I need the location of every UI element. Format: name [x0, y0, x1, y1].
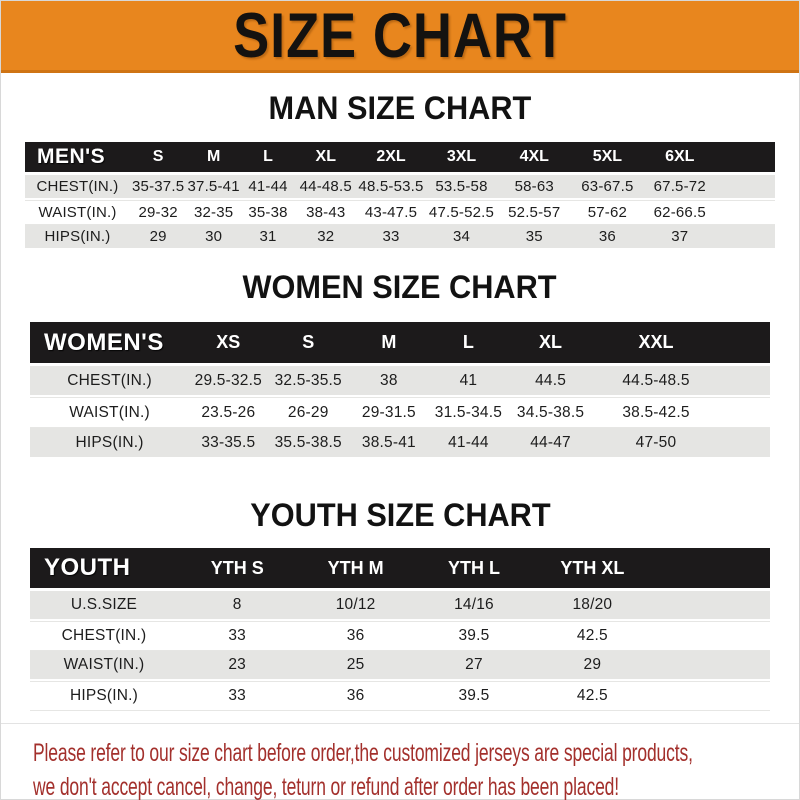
- size-column-header: S: [130, 142, 186, 175]
- spacer-cell: [652, 681, 770, 711]
- value-cell: 41: [429, 366, 508, 397]
- value-cell: 43-47.5: [357, 200, 426, 225]
- men-size-chart-section: [1, 90, 799, 250]
- value-cell: 44-48.5: [295, 175, 357, 200]
- spacer-cell: [716, 175, 775, 200]
- group-label-cell: YOUTH: [30, 548, 178, 591]
- spacer-cell: [652, 621, 770, 651]
- row-label-cell: WAIST(IN.): [30, 651, 178, 681]
- value-cell: 44-47: [508, 428, 593, 459]
- value-cell: 41-44: [429, 428, 508, 459]
- size-column-header: YTH XL: [533, 548, 651, 591]
- footer-note: [1, 723, 799, 800]
- men-size-table: [25, 142, 775, 250]
- value-cell: 29-32: [130, 200, 186, 225]
- size-chart-banner: [1, 1, 799, 73]
- value-cell: 52.5-57: [498, 200, 572, 225]
- banner-title: SIZE CHART: [233, 0, 567, 71]
- value-cell: 57-62: [571, 200, 644, 225]
- value-cell: 31.5-34.5: [429, 397, 508, 428]
- value-cell: 8: [178, 591, 296, 621]
- size-column-header: S: [268, 322, 349, 366]
- value-cell: 35-37.5: [130, 175, 186, 200]
- women-section-title: WOMEN SIZE CHART: [242, 269, 558, 305]
- value-cell: 37.5-41: [186, 175, 241, 200]
- value-cell: 30: [186, 225, 241, 250]
- row-label-cell: CHEST(IN.): [30, 366, 189, 397]
- footer-line-2: we don't accept cancel, change, teturn or refund after order has been placed!: [33, 773, 619, 800]
- group-label-cell: WOMEN'S: [30, 322, 189, 366]
- value-cell: 39.5: [415, 621, 533, 651]
- size-column-header: M: [349, 322, 429, 366]
- value-cell: 47.5-52.5: [426, 200, 498, 225]
- measurement-row: [30, 591, 770, 621]
- size-column-header: L: [429, 322, 508, 366]
- value-cell: 32.5-35.5: [268, 366, 349, 397]
- value-cell: 62-66.5: [644, 200, 716, 225]
- value-cell: 36: [296, 621, 414, 651]
- spacer-cell: [652, 651, 770, 681]
- size-column-header: XXL: [593, 322, 719, 366]
- value-cell: 34.5-38.5: [508, 397, 593, 428]
- row-label-cell: CHEST(IN.): [30, 621, 178, 651]
- spacer-cell: [652, 548, 770, 591]
- value-cell: 39.5: [415, 681, 533, 711]
- value-cell: 48.5-53.5: [357, 175, 426, 200]
- value-cell: 25: [296, 651, 414, 681]
- size-column-header: 6XL: [644, 142, 716, 175]
- size-column-header: XL: [508, 322, 593, 366]
- value-cell: 63-67.5: [571, 175, 644, 200]
- size-column-header: YTH L: [415, 548, 533, 591]
- measurement-row: [30, 681, 770, 711]
- measurement-row: [30, 397, 770, 428]
- value-cell: 35-38: [241, 200, 295, 225]
- row-label-cell: HIPS(IN.): [30, 681, 178, 711]
- table-header-row: [30, 548, 770, 591]
- spacer-cell: [716, 142, 775, 175]
- value-cell: 33: [178, 681, 296, 711]
- row-label-cell: HIPS(IN.): [25, 225, 130, 250]
- row-label-cell: HIPS(IN.): [30, 428, 189, 459]
- spacer-cell: [652, 591, 770, 621]
- table-header-row: [25, 142, 775, 175]
- value-cell: 23.5-26: [189, 397, 267, 428]
- group-label-cell: MEN'S: [25, 142, 130, 175]
- spacer-cell: [716, 200, 775, 225]
- size-column-header: 5XL: [571, 142, 644, 175]
- row-label-cell: CHEST(IN.): [25, 175, 130, 200]
- value-cell: 36: [571, 225, 644, 250]
- value-cell: 36: [296, 681, 414, 711]
- value-cell: 33-35.5: [189, 428, 267, 459]
- row-label-cell: U.S.SIZE: [30, 591, 178, 621]
- value-cell: 35: [498, 225, 572, 250]
- spacer-cell: [719, 322, 770, 366]
- value-cell: 29.5-32.5: [189, 366, 267, 397]
- measurement-row: [25, 225, 775, 250]
- value-cell: 29-31.5: [349, 397, 429, 428]
- row-label-cell: WAIST(IN.): [25, 200, 130, 225]
- value-cell: 34: [426, 225, 498, 250]
- value-cell: 23: [178, 651, 296, 681]
- measurement-row: [30, 366, 770, 397]
- youth-section-title: YOUTH SIZE CHART: [249, 497, 551, 533]
- value-cell: 31: [241, 225, 295, 250]
- value-cell: 42.5: [533, 681, 651, 711]
- size-column-header: L: [241, 142, 295, 175]
- size-column-header: XS: [189, 322, 267, 366]
- value-cell: 38.5-42.5: [593, 397, 719, 428]
- size-column-header: XL: [295, 142, 357, 175]
- value-cell: 67.5-72: [644, 175, 716, 200]
- youth-size-table: [30, 548, 770, 711]
- value-cell: 44.5: [508, 366, 593, 397]
- value-cell: 32: [295, 225, 357, 250]
- value-cell: 32-35: [186, 200, 241, 225]
- men-section-title: MAN SIZE CHART: [268, 90, 532, 126]
- spacer-cell: [719, 397, 770, 428]
- value-cell: 26-29: [268, 397, 349, 428]
- value-cell: 38: [349, 366, 429, 397]
- value-cell: 37: [644, 225, 716, 250]
- size-column-header: 3XL: [426, 142, 498, 175]
- value-cell: 29: [533, 651, 651, 681]
- measurement-row: [25, 175, 775, 200]
- value-cell: 33: [357, 225, 426, 250]
- size-column-header: YTH M: [296, 548, 414, 591]
- measurement-row: [30, 621, 770, 651]
- value-cell: 38.5-41: [349, 428, 429, 459]
- value-cell: 27: [415, 651, 533, 681]
- value-cell: 41-44: [241, 175, 295, 200]
- value-cell: 18/20: [533, 591, 651, 621]
- value-cell: 14/16: [415, 591, 533, 621]
- value-cell: 29: [130, 225, 186, 250]
- youth-size-chart-section: [1, 497, 799, 711]
- value-cell: 58-63: [498, 175, 572, 200]
- women-size-table: [30, 322, 770, 459]
- spacer-cell: [716, 225, 775, 250]
- measurement-row: [30, 651, 770, 681]
- value-cell: 10/12: [296, 591, 414, 621]
- value-cell: 42.5: [533, 621, 651, 651]
- spacer-cell: [719, 366, 770, 397]
- size-column-header: 2XL: [357, 142, 426, 175]
- value-cell: 38-43: [295, 200, 357, 225]
- value-cell: 33: [178, 621, 296, 651]
- spacer-cell: [719, 428, 770, 459]
- row-label-cell: WAIST(IN.): [30, 397, 189, 428]
- measurement-row: [25, 200, 775, 225]
- value-cell: 35.5-38.5: [268, 428, 349, 459]
- measurement-row: [30, 428, 770, 459]
- value-cell: 53.5-58: [426, 175, 498, 200]
- table-header-row: [30, 322, 770, 366]
- value-cell: 44.5-48.5: [593, 366, 719, 397]
- size-column-header: M: [186, 142, 241, 175]
- footer-line-1: Please refer to our size chart before order,the customized jerseys are special products,: [33, 739, 693, 767]
- women-size-chart-section: [1, 269, 799, 459]
- size-column-header: YTH S: [178, 548, 296, 591]
- size-column-header: 4XL: [498, 142, 572, 175]
- value-cell: 47-50: [593, 428, 719, 459]
